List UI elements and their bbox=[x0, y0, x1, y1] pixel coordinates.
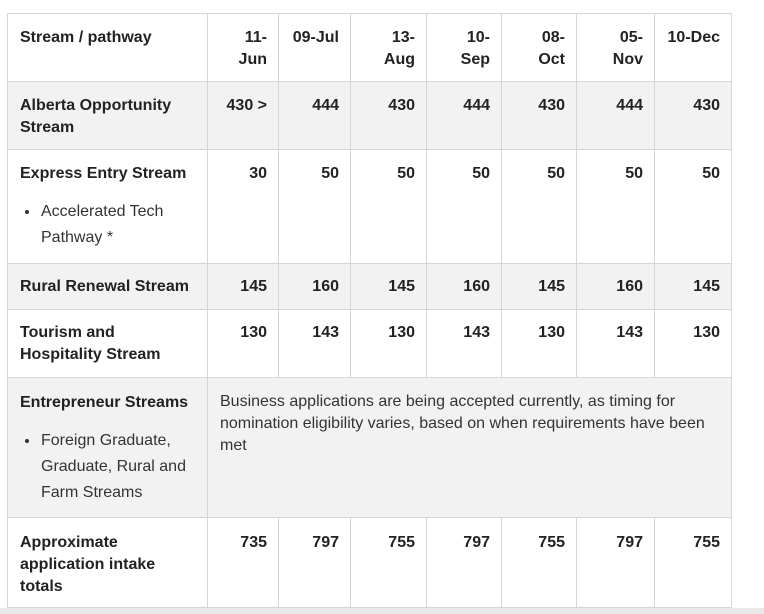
header-stream-pathway: Stream / pathway bbox=[8, 14, 208, 82]
cell-value: 143 bbox=[279, 310, 351, 378]
cell-value: 160 bbox=[279, 264, 351, 310]
cell-value: 145 bbox=[502, 264, 577, 310]
pathway-item: • Accelerated Tech Pathway * bbox=[40, 199, 196, 251]
cell-value: 143 bbox=[577, 310, 655, 378]
cell-value: 50 bbox=[655, 150, 732, 264]
cell-value: 755 bbox=[502, 518, 577, 608]
stream-name: Entrepreneur Streams bbox=[20, 394, 189, 411]
bottom-edge bbox=[0, 608, 764, 614]
cell-value: 145 bbox=[351, 264, 427, 310]
cell-value: 797 bbox=[427, 518, 502, 608]
row-entrepreneur bbox=[8, 378, 732, 518]
entrepreneur-note: Business applications are being accepted currently, as timing for nomination eligibility varies, based on when requirements have been met bbox=[208, 378, 732, 518]
cell-value: 755 bbox=[655, 518, 732, 608]
cell-value: 50 bbox=[279, 150, 351, 264]
header-date: 08- Oct bbox=[502, 14, 577, 82]
header-date: 13-Aug bbox=[351, 14, 427, 82]
cell-value: 797 bbox=[279, 518, 351, 608]
stream-name: Approximate application intake totals bbox=[8, 518, 208, 608]
row-totals bbox=[8, 518, 732, 608]
cell-value: 160 bbox=[427, 264, 502, 310]
cell-value: 143 bbox=[427, 310, 502, 378]
cell-value: 735 bbox=[208, 518, 279, 608]
header-date: 09-Jul bbox=[279, 14, 351, 82]
pathway-list bbox=[20, 199, 196, 251]
pathway-list bbox=[20, 428, 196, 506]
cell-value: 50 bbox=[351, 150, 427, 264]
row-alberta-opportunity bbox=[8, 82, 732, 150]
row-rural-renewal bbox=[8, 264, 732, 310]
cell-value: 50 bbox=[577, 150, 655, 264]
cell-value: 130 bbox=[502, 310, 577, 378]
cell-value: 430 bbox=[502, 82, 577, 150]
cell-value: 430 bbox=[655, 82, 732, 150]
pathway-item: • Foreign Graduate, Graduate, Rural and Farm Streams bbox=[40, 428, 196, 506]
cell-value: 444 bbox=[577, 82, 655, 150]
intake-table bbox=[7, 13, 732, 608]
stream-name: Rural Renewal Stream bbox=[8, 264, 208, 310]
stream-cell bbox=[8, 378, 208, 518]
cell-value: 430 > bbox=[208, 82, 279, 150]
cell-value: 50 bbox=[502, 150, 577, 264]
cell-value: 755 bbox=[351, 518, 427, 608]
header-date: 05- Nov bbox=[577, 14, 655, 82]
header-date: 10-Sep bbox=[427, 14, 502, 82]
cell-value: 444 bbox=[279, 82, 351, 150]
stream-name: Express Entry Stream bbox=[20, 165, 187, 182]
cell-value: 145 bbox=[655, 264, 732, 310]
cell-value: 130 bbox=[351, 310, 427, 378]
row-express-entry bbox=[8, 150, 732, 264]
cell-value: 444 bbox=[427, 82, 502, 150]
cell-value: 160 bbox=[577, 264, 655, 310]
cell-value: 50 bbox=[427, 150, 502, 264]
stream-name: Alberta Opportunity Stream bbox=[8, 82, 208, 150]
stream-cell bbox=[8, 150, 208, 264]
header-date: 10-Dec bbox=[655, 14, 732, 82]
cell-value: 130 bbox=[655, 310, 732, 378]
cell-value: 130 bbox=[208, 310, 279, 378]
header-row bbox=[8, 14, 732, 82]
cell-value: 797 bbox=[577, 518, 655, 608]
cell-value: 430 bbox=[351, 82, 427, 150]
header-date: 11-Jun bbox=[208, 14, 279, 82]
cell-value: 30 bbox=[208, 150, 279, 264]
row-tourism-hospitality bbox=[8, 310, 732, 378]
stream-name: Tourism and Hospitality Stream bbox=[8, 310, 208, 378]
cell-value: 145 bbox=[208, 264, 279, 310]
